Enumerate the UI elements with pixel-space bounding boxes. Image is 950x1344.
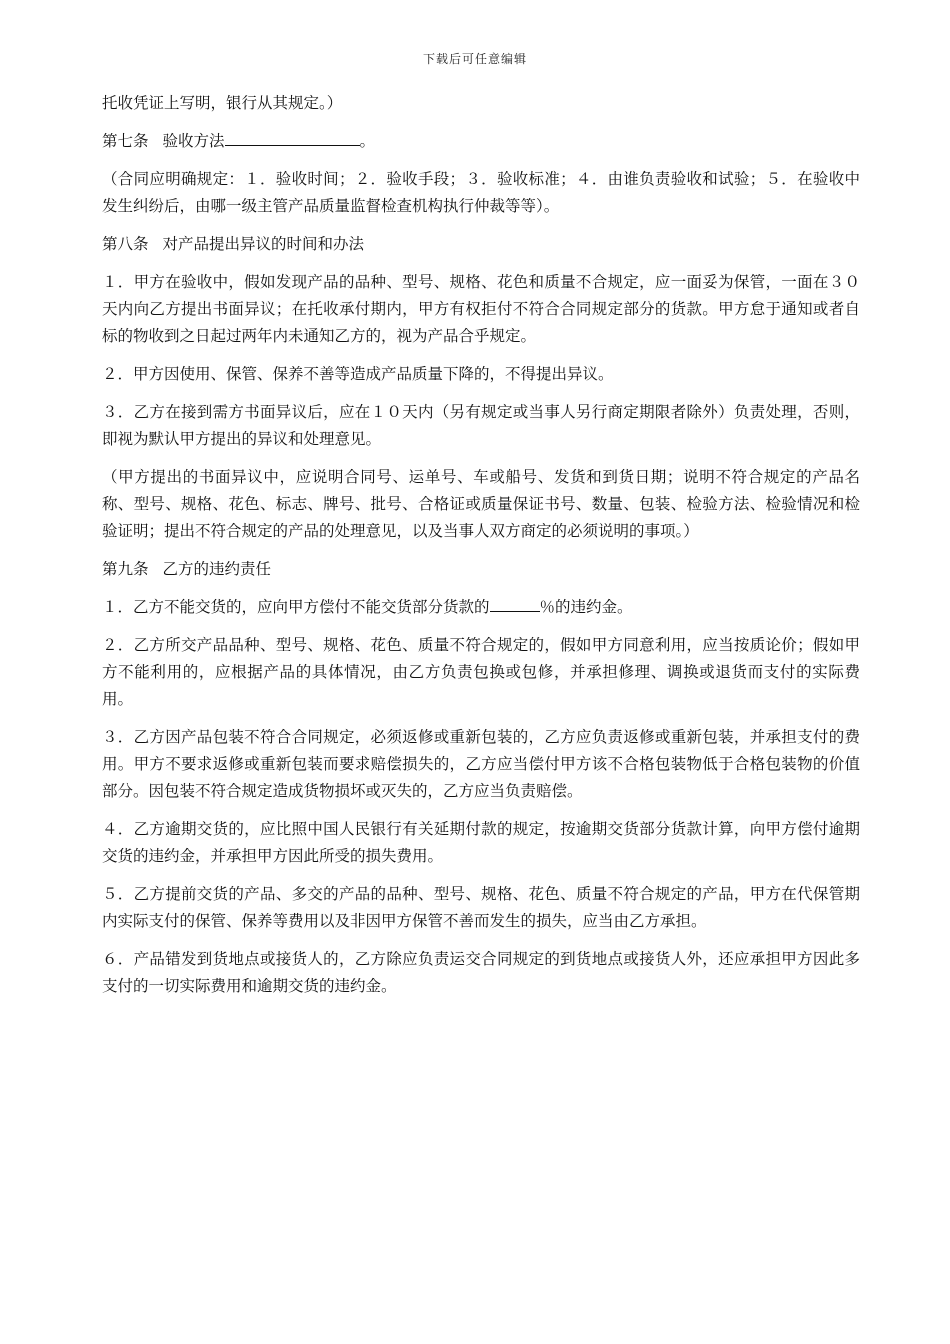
article7-heading	[102, 128, 860, 155]
article9-number: 第九条	[102, 560, 149, 578]
acceptance-method-blank[interactable]	[225, 129, 360, 146]
article8-item-2: ２．甲方因使用、保管、保养不善等造成产品质量下降的，不得提出异议。	[102, 365, 614, 383]
article9-item-1-after: ％的违约金。	[539, 598, 633, 616]
article7-title-suffix: 。	[359, 132, 376, 150]
article7-carry-text: 托收凭证上写明，银行从其规定。）	[102, 94, 343, 112]
article9-item-5: ５．乙方提前交货的产品、多交的产品的品种、型号、规格、花色、质量不符合规定的产品，甲方在代保管期内实际支付的保管、保养等费用以及非因甲方保管不善而发生的损失，应当由乙方承担。	[102, 885, 860, 930]
article8-title: 对产品提出异议的时间和办法	[162, 235, 365, 253]
article9-item-2: ２．乙方所交产品品种、型号、规格、花色、质量不符合规定的，假如甲方同意利用，应当按质论价；假如甲方不能利用的，应根据产品的具体情况，由乙方负责包换或包修，并承担修理、调换或退货而支付的实际费用。	[102, 636, 860, 708]
article9-item-1	[102, 594, 860, 621]
article7-note: （合同应明确规定：１．验收时间；２．验收手段；３．验收标准；４．由谁负责验收和试验；５．在验收中发生纠纷后，由哪一级主管产品质量监督检查机构执行仲裁等等）。	[102, 170, 860, 215]
article8-note: （甲方提出的书面异议中，应说明合同号、运单号、车或船号、发货和到货日期；说明不符合规定的产品名称、型号、规格、花色、标志、牌号、批号、合格证或质量保证书号、数量、包装、检验方法、检验情况和检验证明；提出不符合规定的产品的处理意见，以及当事人双方商定的必须说明的事项。）	[102, 468, 860, 540]
article7-number: 第七条	[102, 132, 149, 150]
article8-number: 第八条	[102, 235, 149, 253]
article9-item-1-before: １．乙方不能交货的，应向甲方偿付不能交货部分货款的	[102, 598, 490, 616]
article9-item-3: ３．乙方因产品包装不符合合同规定，必须返修或重新包装的，乙方应负责返修或重新包装，并承担支付的费用。甲方不要求返修或重新包装而要求赔偿损失的，乙方应当偿付甲方该不合格包装物低于合格包装物的价值部分。因包装不符合规定造成货物损坏或灭失的，乙方应当负责赔偿。	[102, 728, 860, 800]
article9-item-4: ４．乙方逾期交货的，应比照中国人民银行有关延期付款的规定，按逾期交货部分货款计算，向甲方偿付逾期交货的违约金，并承担甲方因此所受的损失费用。	[102, 820, 860, 865]
article8-item-1: １．甲方在验收中，假如发现产品的品种、型号、规格、花色和质量不合规定，应一面妥为保管，一面在３０天内向乙方提出书面异议；在托收承付期内，甲方有权拒付不符合合同规定部分的货款。甲方怠于通知或者自标的物收到之日起过两年内未通知乙方的，视为产品合乎规定。	[102, 273, 860, 345]
article8-item-3: ３．乙方在接到需方书面异议后，应在１０天内（另有规定或当事人另行商定期限者除外）负责处理，否则，即视为默认甲方提出的异议和处理意见。	[102, 403, 860, 448]
article9-item-6: ６．产品错发到货地点或接货人的，乙方除应负责运交合同规定的到货地点或接货人外，还应承担甲方因此多支付的一切实际费用和逾期交货的违约金。	[102, 950, 860, 995]
article9-heading	[102, 556, 860, 583]
article7-title: 验收方法	[162, 132, 225, 150]
penalty-percent-blank[interactable]	[490, 595, 540, 612]
document-body	[102, 90, 860, 1011]
article8-heading	[102, 231, 860, 258]
page-header: 下载后可任意编辑	[422, 52, 527, 66]
article9-title: 乙方的违约责任	[162, 560, 272, 578]
